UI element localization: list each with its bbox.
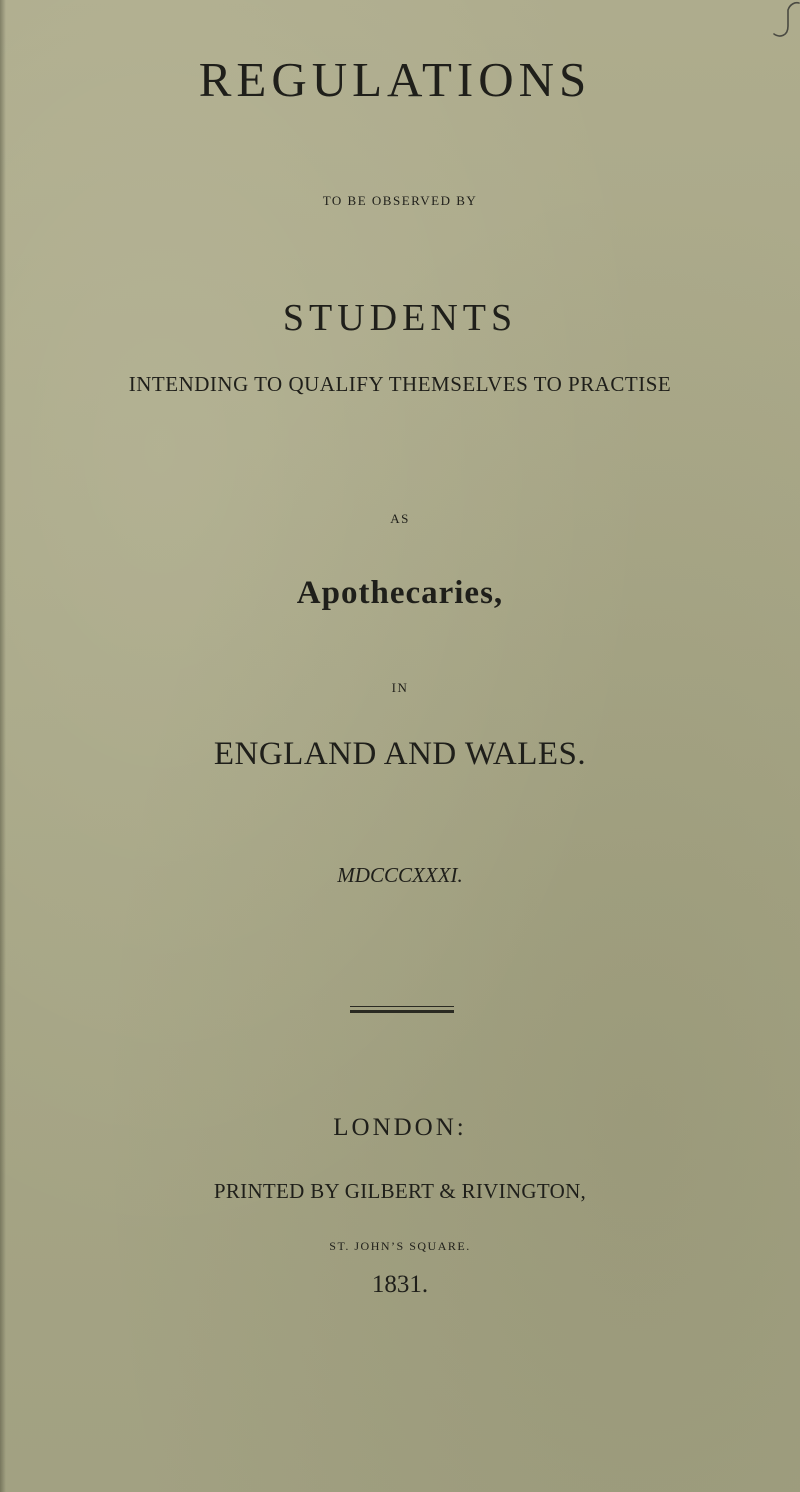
imprint-printer: PRINTED BY GILBERT & RIVINGTON, — [213, 1179, 587, 1203]
intending-line: INTENDING TO QUALIFY THEMSELVES TO PRACTISE — [128, 372, 672, 396]
divider-rule-thick — [350, 1010, 454, 1013]
england-and-wales: ENGLAND AND WALES. — [213, 736, 587, 772]
imprint-city: LONDON: — [333, 1114, 467, 1141]
heading-students: STUDENTS — [282, 297, 518, 339]
imprint-address: ST. JOHN’S SQUARE. — [329, 1239, 471, 1253]
imprint-year: 1831. — [371, 1271, 429, 1298]
handwritten-pencil-mark-icon — [762, 0, 800, 42]
subtitle-to-be-observed: TO BE OBSERVED BY — [322, 193, 478, 208]
document-title: REGULATIONS — [198, 52, 592, 107]
word-in: IN — [391, 680, 409, 695]
roman-numeral-year: MDCCCXXXI. — [337, 863, 463, 887]
word-as: AS — [390, 511, 410, 526]
divider-rule-thin — [350, 1006, 454, 1007]
apothecaries-blackletter: Apothecaries, — [296, 575, 504, 611]
